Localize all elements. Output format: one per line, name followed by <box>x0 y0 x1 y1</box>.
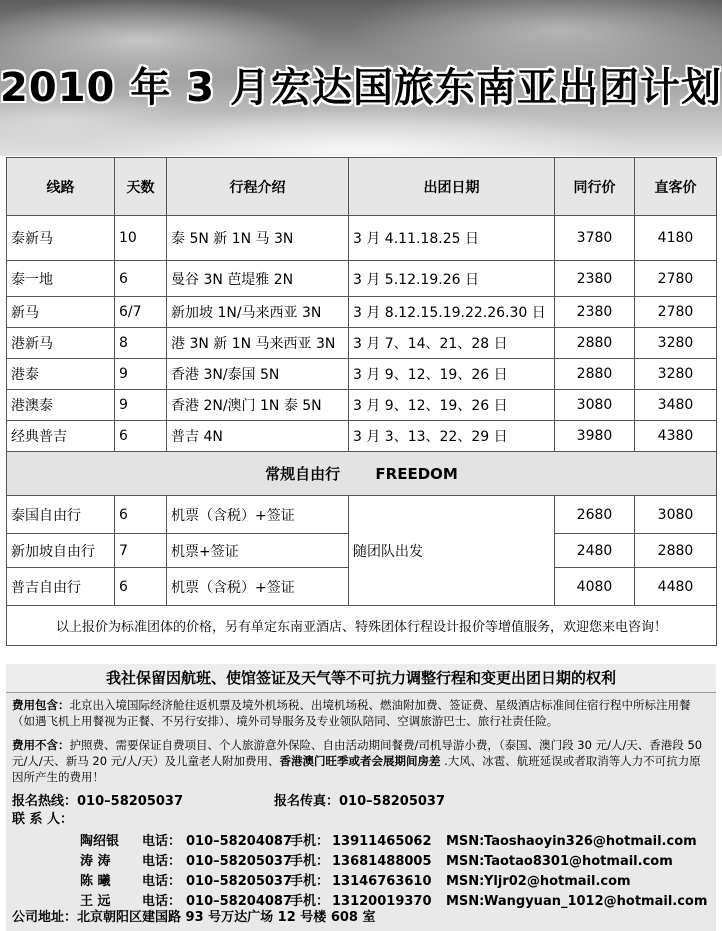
free-route-name: 新加坡自由行 <box>7 534 115 568</box>
freedom-title-en: FREEDOM <box>375 465 458 483</box>
route-dates: 3 月 9、12、19、26 日 <box>349 359 555 390</box>
table-row <box>7 261 717 297</box>
company-address: 公司地址：北京朝阳区建国路 93 号万达广场 12 号楼 608 室 <box>12 910 376 925</box>
route-name: 泰新马 <box>7 216 115 261</box>
free-route-itinerary: 机票（含税）+签证 <box>167 568 349 606</box>
route-days: 6 <box>115 421 167 452</box>
tour-table <box>6 157 717 646</box>
free-route-days: 6 <box>115 496 167 534</box>
contact-name: 涛 涛 <box>80 854 111 869</box>
free-route-name: 泰国自由行 <box>7 496 115 534</box>
contact-msn[interactable]: Taoshaoyin326@hotmail.com <box>484 834 697 849</box>
free-route-itinerary: 机票（含税）+签证 <box>167 496 349 534</box>
route-dates: 3 月 8.12.15.19.22.26.30 日 <box>349 297 555 328</box>
route-days: 9 <box>115 390 167 421</box>
peer-price: 3080 <box>555 390 635 421</box>
contact-mobile[interactable]: 13146763610 <box>332 874 432 889</box>
contacts-label: 联 系 人： <box>12 812 74 827</box>
banner <box>0 0 722 156</box>
route-name: 港泰 <box>7 359 115 390</box>
route-itinerary: 新加坡 1N/马来西亚 3N <box>167 297 349 328</box>
peer-price: 2880 <box>555 359 635 390</box>
fee-excluded-highlight: 香港澳门旺季或者会展期间房差 <box>279 754 441 768</box>
route-dates: 3 月 9、12、19、26 日 <box>349 390 555 421</box>
fee-excluded-label: 费用不含： <box>12 738 70 752</box>
table-row <box>7 496 717 534</box>
fee-excluded-text: 护照费、需要保证自费项目、个人旅游意外保险、自由活动期间餐费/司机导游小费，（泰国、澳门段 30 元/人/天、香港段 50 元/人/天、新马 20 元/人/天）及儿童老人附加费用、 <box>12 738 703 768</box>
free-route-days: 7 <box>115 534 167 568</box>
signup-fax: 报名传真：010–58205037 <box>274 794 446 809</box>
direct-price: 4380 <box>635 421 717 452</box>
price-note-row <box>7 606 717 646</box>
fee-excluded-text-2: .大风、冰雹、航班延误或者取消等人力不可抗力原因所产生的费用！ <box>12 754 701 784</box>
direct-price: 4480 <box>635 568 717 606</box>
contact-name: 陶绍银 <box>80 834 120 849</box>
route-itinerary: 泰 5N 新 1N 马 3N <box>167 216 349 261</box>
direct-price: 2780 <box>635 297 717 328</box>
contact-phone[interactable]: 010–58204087 <box>186 894 292 909</box>
fax-number: 010–58205037 <box>339 794 446 809</box>
contact-mobile[interactable]: 13120019370 <box>332 894 432 909</box>
signup-hotline: 报名热线：010–58205037 <box>12 794 184 809</box>
free-route-dates: 随团队出发 <box>349 496 555 606</box>
fee-included-label: 费用包含： <box>12 698 70 712</box>
route-dates: 3 月 7、14、21、28 日 <box>349 328 555 359</box>
address-text: 北京朝阳区建国路 93 号万达广场 12 号楼 608 室 <box>77 910 376 925</box>
contact-mobile[interactable]: 13681488005 <box>332 854 432 869</box>
route-name: 新马 <box>7 297 115 328</box>
hotline-number[interactable]: 010–58205037 <box>77 794 184 809</box>
header-route: 线路 <box>7 158 115 216</box>
contact-phone[interactable]: 010–58205037 <box>186 874 292 889</box>
route-itinerary: 普吉 4N <box>167 421 349 452</box>
fee-excluded <box>12 737 712 785</box>
route-days: 8 <box>115 328 167 359</box>
freedom-section-header <box>7 452 717 496</box>
route-days: 9 <box>115 359 167 390</box>
contact-msn[interactable]: Taotao8301@hotmail.com <box>484 854 673 869</box>
contact-phone[interactable]: 010–58204087 <box>186 834 292 849</box>
contact-phone[interactable]: 010–58205037 <box>186 854 292 869</box>
header-itinerary: 行程介绍 <box>167 158 349 216</box>
route-name: 港新马 <box>7 328 115 359</box>
contact-name: 王 远 <box>80 894 111 909</box>
route-days: 10 <box>115 216 167 261</box>
route-itinerary: 曼谷 3N 芭堤雅 2N <box>167 261 349 297</box>
route-days: 6/7 <box>115 297 167 328</box>
peer-price: 2880 <box>555 328 635 359</box>
freedom-title-cn: 常规自由行 <box>265 465 341 483</box>
table-row <box>7 216 717 261</box>
fee-included-text: 北京出入境国际经济舱往返机票及境外机场税、出境机场税、燃油附加费、签证费、星级酒店标准间住宿行程中所标注用餐（如遇飞机上用餐视为正餐、不另行安排）、境外司导服务及专业领队陪同、空调旅游巴士、旅行社责任险。 <box>12 698 691 728</box>
contact-msn[interactable]: Yljr02@hotmail.com <box>484 874 631 889</box>
table-row <box>7 359 717 390</box>
free-route-days: 6 <box>115 568 167 606</box>
header-direct-price: 直客价 <box>635 158 717 216</box>
route-name: 经典普吉 <box>7 421 115 452</box>
route-name: 港澳泰 <box>7 390 115 421</box>
rights-notice: 我社保留因航班、使馆签证及天气等不可抗力调整行程和变更出团日期的权利 <box>6 664 716 693</box>
route-name: 泰一地 <box>7 261 115 297</box>
peer-price: 3980 <box>555 421 635 452</box>
direct-price: 2880 <box>635 534 717 568</box>
terms-section: 我社保留因航班、使馆签证及天气等不可抗力调整行程和变更出团日期的权利 费用包含：北京出入境国际经济舱往返机票及境外机场税、出境机场税、燃油附加费、签证费、星级酒店标准间住宿行程中所标注用餐（如遇飞机上用餐视为正餐、不另行安排）、境外司导服务及专业领队陪同、空调旅游巴士、旅行社责任险。 费用不含：护照费、需要保证自费项目、个人旅游意外保险、自由活动期间餐费/司机导游小费，（泰国、澳门段 30 元/人/天、香港段 50 元/人/天、新马 20 元/人/天）及儿童老人附加费用、香港澳门旺季或者会展期间房差 .大风、冰雹、航班延误或者取消等人力不可抗力原因所产生的费用！ 报名热线：010–58205037 报名传真：010–58205037 联 系 人： 陶绍银 电话： 010–58204087 手机： 13911465062 MSN: Taoshaoyin326@hotmail.com 涛 涛 电话： 010–58205037 手机： 13681488005 MSN: Taotao8301@hotmail.com 陈 曦 电话： 010–58205037 手机： 13146763610 MSN: Yljr02@hotmail.com 王 远 电话： 010–58204087 手机： 13120019370 MSN: Wangyuan_1012@hotmail.com 公司地址：北京朝阳区建国路 93 号万达广场 12 号楼 608 室 <box>6 664 716 931</box>
contact-msn[interactable]: Wangyuan_1012@hotmail.com <box>484 894 708 909</box>
route-itinerary: 香港 2N/澳门 1N 泰 5N <box>167 390 349 421</box>
peer-price: 3780 <box>555 216 635 261</box>
route-dates: 3 月 4.11.18.25 日 <box>349 216 555 261</box>
peer-price: 4080 <box>555 568 635 606</box>
table-row <box>7 328 717 359</box>
route-dates: 3 月 5.12.19.26 日 <box>349 261 555 297</box>
table-row <box>7 297 717 328</box>
direct-price: 3080 <box>635 496 717 534</box>
route-itinerary: 港 3N 新 1N 马来西亚 3N <box>167 328 349 359</box>
table-row <box>7 390 717 421</box>
direct-price: 2780 <box>635 261 717 297</box>
contact-name: 陈 曦 <box>80 874 111 889</box>
fee-included <box>12 697 712 729</box>
price-note: 以上报价为标准团体的价格，另有单定东南亚酒店、特殊团体行程设计报价等增值服务，欢迎您来电咨询！ <box>7 606 717 646</box>
peer-price: 2680 <box>555 496 635 534</box>
direct-price: 4180 <box>635 216 717 261</box>
header-dates: 出团日期 <box>349 158 555 216</box>
peer-price: 2380 <box>555 261 635 297</box>
route-itinerary: 香港 3N/泰国 5N <box>167 359 349 390</box>
table-row <box>7 421 717 452</box>
direct-price: 3280 <box>635 328 717 359</box>
contact-mobile[interactable]: 13911465062 <box>332 834 432 849</box>
free-route-name: 普吉自由行 <box>7 568 115 606</box>
page-title: 2010 年 3 月宏达国旅东南亚出团计划 <box>0 65 722 111</box>
table-header-row <box>7 158 717 216</box>
header-peer-price: 同行价 <box>555 158 635 216</box>
peer-price: 2480 <box>555 534 635 568</box>
direct-price: 3280 <box>635 359 717 390</box>
header-days: 天数 <box>115 158 167 216</box>
free-route-itinerary: 机票+签证 <box>167 534 349 568</box>
route-days: 6 <box>115 261 167 297</box>
direct-price: 3480 <box>635 390 717 421</box>
peer-price: 2380 <box>555 297 635 328</box>
route-dates: 3 月 3、13、22、29 日 <box>349 421 555 452</box>
